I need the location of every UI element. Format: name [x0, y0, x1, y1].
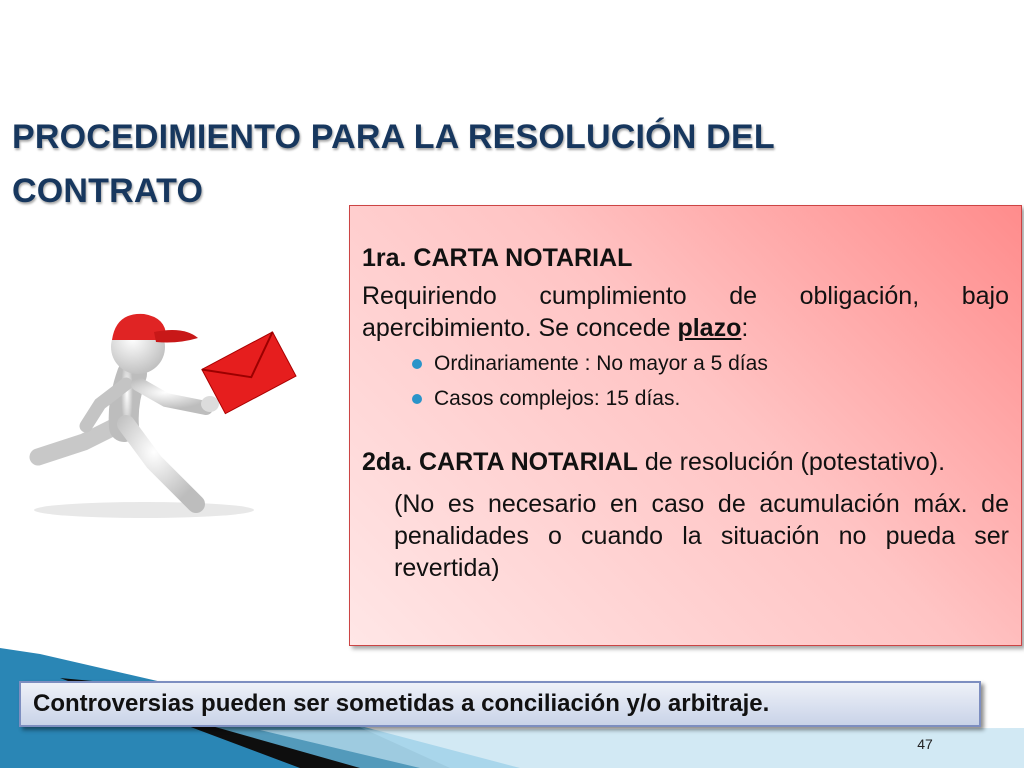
page-number: 47: [917, 736, 933, 752]
first-notice-heading: 1ra. CARTA NOTARIAL: [362, 244, 633, 272]
courier-figure-with-red-envelope-icon: [14, 292, 304, 524]
second-notice-paragraph: [362, 446, 1009, 478]
second-notice-heading-rest: de resolución (potestativo).: [637, 448, 946, 476]
procedure-content-box: [349, 205, 1022, 646]
term-list: [362, 346, 1009, 416]
footer-text: Controversias pueden ser sometidas a conciliación y/o arbitraje.: [33, 690, 770, 717]
title-line-2: CONTRATO: [12, 172, 204, 210]
first-notice-body-colon: :: [741, 314, 749, 342]
first-notice-body-text: Requiriendo cumplimiento de obligación, bajo apercibimiento. Se concede: [362, 282, 1009, 342]
footer-banner: [19, 681, 981, 727]
list-item-text: Ordinariamente : No mayor a 5 días: [434, 352, 768, 375]
list-item-text: Casos complejos: 15 días.: [434, 387, 681, 410]
second-notice-note: (No es necesario en caso de acumulación máx. de penalidades o cuando la situación no pueda ser revertida): [394, 490, 1009, 582]
second-notice-heading: 2da. CARTA NOTARIAL: [362, 448, 638, 476]
slide-title: [12, 110, 892, 218]
title-line-1: PROCEDIMIENTO PARA LA RESOLUCIÓN DEL: [12, 118, 775, 156]
term-emphasis: plazo: [677, 314, 742, 342]
list-item: [412, 346, 1009, 381]
bullet-icon: [412, 359, 422, 369]
first-notice-body: [362, 280, 1009, 344]
bullet-icon: [412, 394, 422, 404]
list-item: [412, 381, 1009, 416]
spacer: [362, 416, 1009, 446]
